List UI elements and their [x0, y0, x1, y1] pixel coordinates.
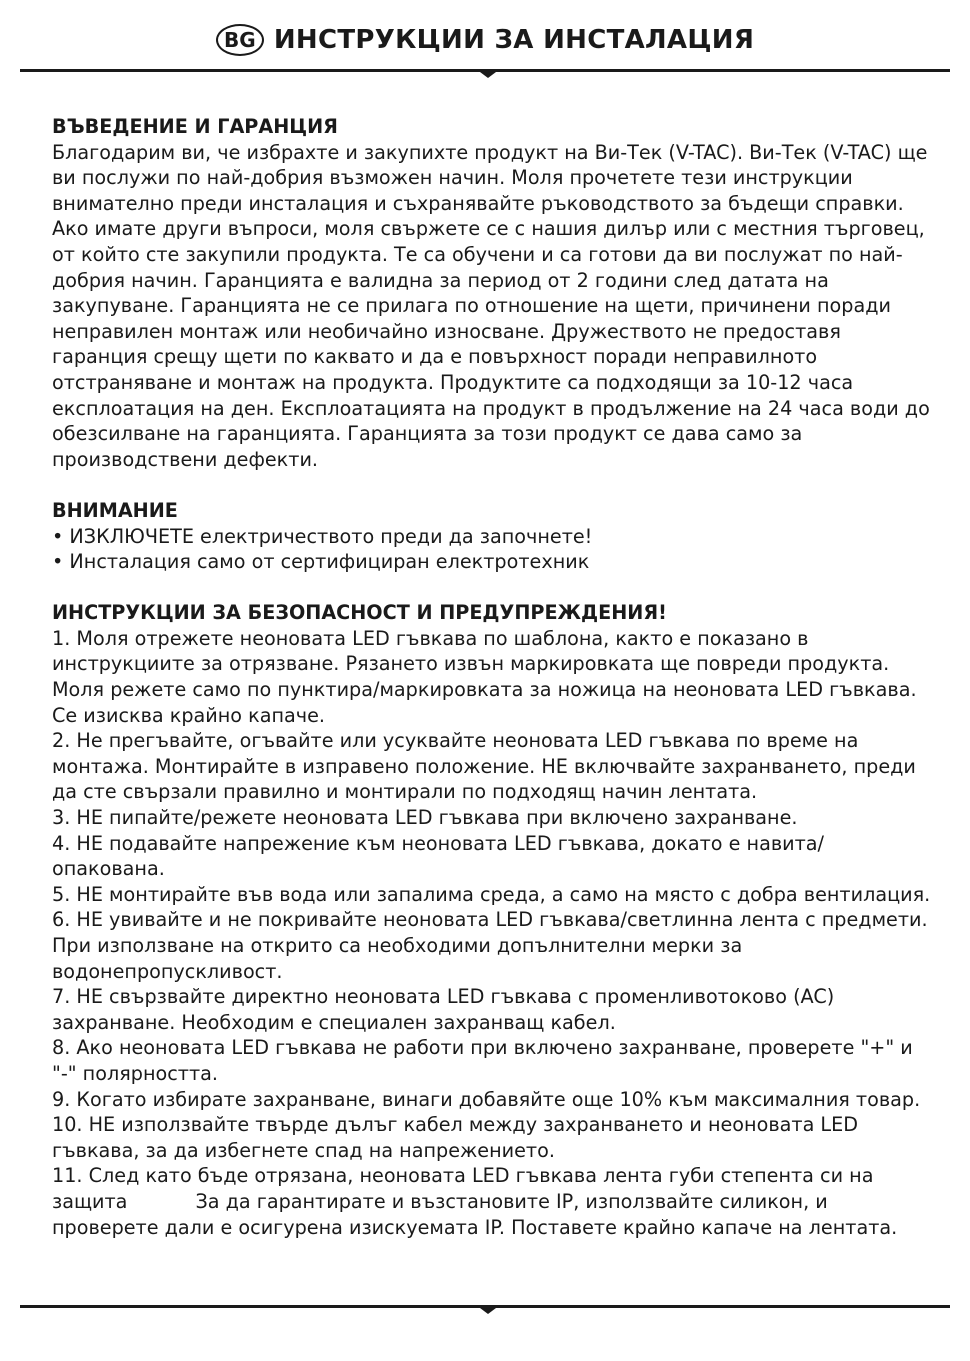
safety-item-9: 9. Когато избирате захранване, винаги добавяйте още 10% към максималния товар.: [52, 1087, 921, 1111]
page-title: ИНСТРУКЦИИ ЗА ИНСТАЛАЦИЯ: [273, 25, 755, 55]
safety-item-4: 4. НЕ подавайте напрежение към неоновата LED гъвкава, докато е навита/опакована.: [52, 831, 825, 881]
safety-item-7: 7. НЕ свързвайте директно неоновата LED гъвкава с променливотоково (AC) захранване. Необходим е специален захранващ кабел.: [52, 985, 835, 1034]
attention-section: [52, 498, 932, 575]
safety-item-1: 1. Моля отрежете неоновата LED гъвкава по шаблона, както е показано в инструкциите за отрязване. Рязането извън маркировката ще повреди продукта. Моля режете само по пунктира/маркировката за ножица на неоновата LED гъвкава. Се изисква крайно капаче.: [52, 626, 917, 727]
safety-item-11-part1: 11. След като бъде отрязана, неоновата LED гъвкава лента губи степента си на защита: [52, 1164, 874, 1213]
safety-item-10: 10. НЕ използвайте твърде дълъг кабел между захранването и неоновата LED гъвкава, за да избегнете спад на напрежението.: [52, 1113, 859, 1162]
page-header: [0, 18, 970, 62]
top-divider-notch: [480, 72, 496, 78]
document-body: [52, 114, 932, 1240]
bottom-divider-notch: [480, 1308, 496, 1314]
language-badge: BG: [216, 24, 264, 56]
safety-item-3: 3. НЕ пипайте/режете неоновата LED гъвкава при включено захранване.: [52, 806, 798, 830]
attention-heading: ВНИМАНИЕ: [52, 498, 178, 522]
safety-item-11-part2: За да гарантирате и възстановите IP, използвайте силикон, и проверете дали е осигурена изискуемата IP. Поставете крайно капаче на лентата.: [52, 1189, 898, 1239]
safety-item-2: 2. Не прегъвайте, огъвайте или усуквайте неоновата LED гъвкава по време на монтажа. Монтирайте в изправено положение. НЕ включвайте захранването, преди да сте свързали правилно и монтирали по подходящ начин лентата.: [52, 729, 916, 804]
safety-item-8: 8. Ако неоновата LED гъвкава не работи при включено захранване, проверете "+" и "-" полярността.: [52, 1036, 913, 1085]
safety-item-5: 5. НЕ монтирайте във вода или запалима среда, а само на място с добра вентилация.: [52, 882, 931, 906]
safety-section: [52, 600, 932, 1240]
safety-item-11: [52, 1163, 932, 1240]
intro-paragraph: Благодарим ви, че избрахте и закупихте продукт на Ви-Тек (V-TAC). Ви-Тек (V-TAC) ще ви послужи по най-добрия възможен начин. Моля прочетете тези инструкции внимателно преди инсталация и съхранявайте ръководството за бъдещи справки. Ако имате други въпроси, моля свържете се с нашия дилър или с местния търговец, от който сте закупили продукта. Те са обучени и са готови да ви послужат по най-добрия начин. Гаранцията е валидна за период от 2 години след датата на закупуване. Гаранцията не се прилага по отношение на щети, причинени поради неправилен монтаж или необичайно износване. Дружеството не предоставя гаранция срещу щети по каквато и да е повърхност поради неправилното отстраняване и монтаж на продукта. Продуктите са подходящи за 10-12 часа експлоатация на ден. Експлоатацията на продукт в продължение на 24 часа води до обезсилване на гаранцията. Гаранцията за този продукт се дава само за производствени дефекти.: [52, 140, 930, 471]
safety-heading: ИНСТРУКЦИИ ЗА БЕЗОПАСНОСТ И ПРЕДУПРЕЖДЕНИЯ!: [52, 601, 667, 625]
attention-item: • ИЗКЛЮЧЕТЕ електричеството преди да започнете!: [52, 524, 593, 548]
intro-section: [52, 114, 932, 472]
intro-heading: ВЪВЕДЕНИЕ И ГАРАНЦИЯ: [52, 115, 338, 138]
safety-item-6: 6. НЕ увивайте и не покривайте неоновата LED гъвкава/светлинна лента с предмети. При използване на открито са необходими допълнителни мерки за водонепропускливост.: [52, 908, 928, 983]
attention-item: • Инсталация само от сертифициран електротехник: [52, 550, 590, 574]
